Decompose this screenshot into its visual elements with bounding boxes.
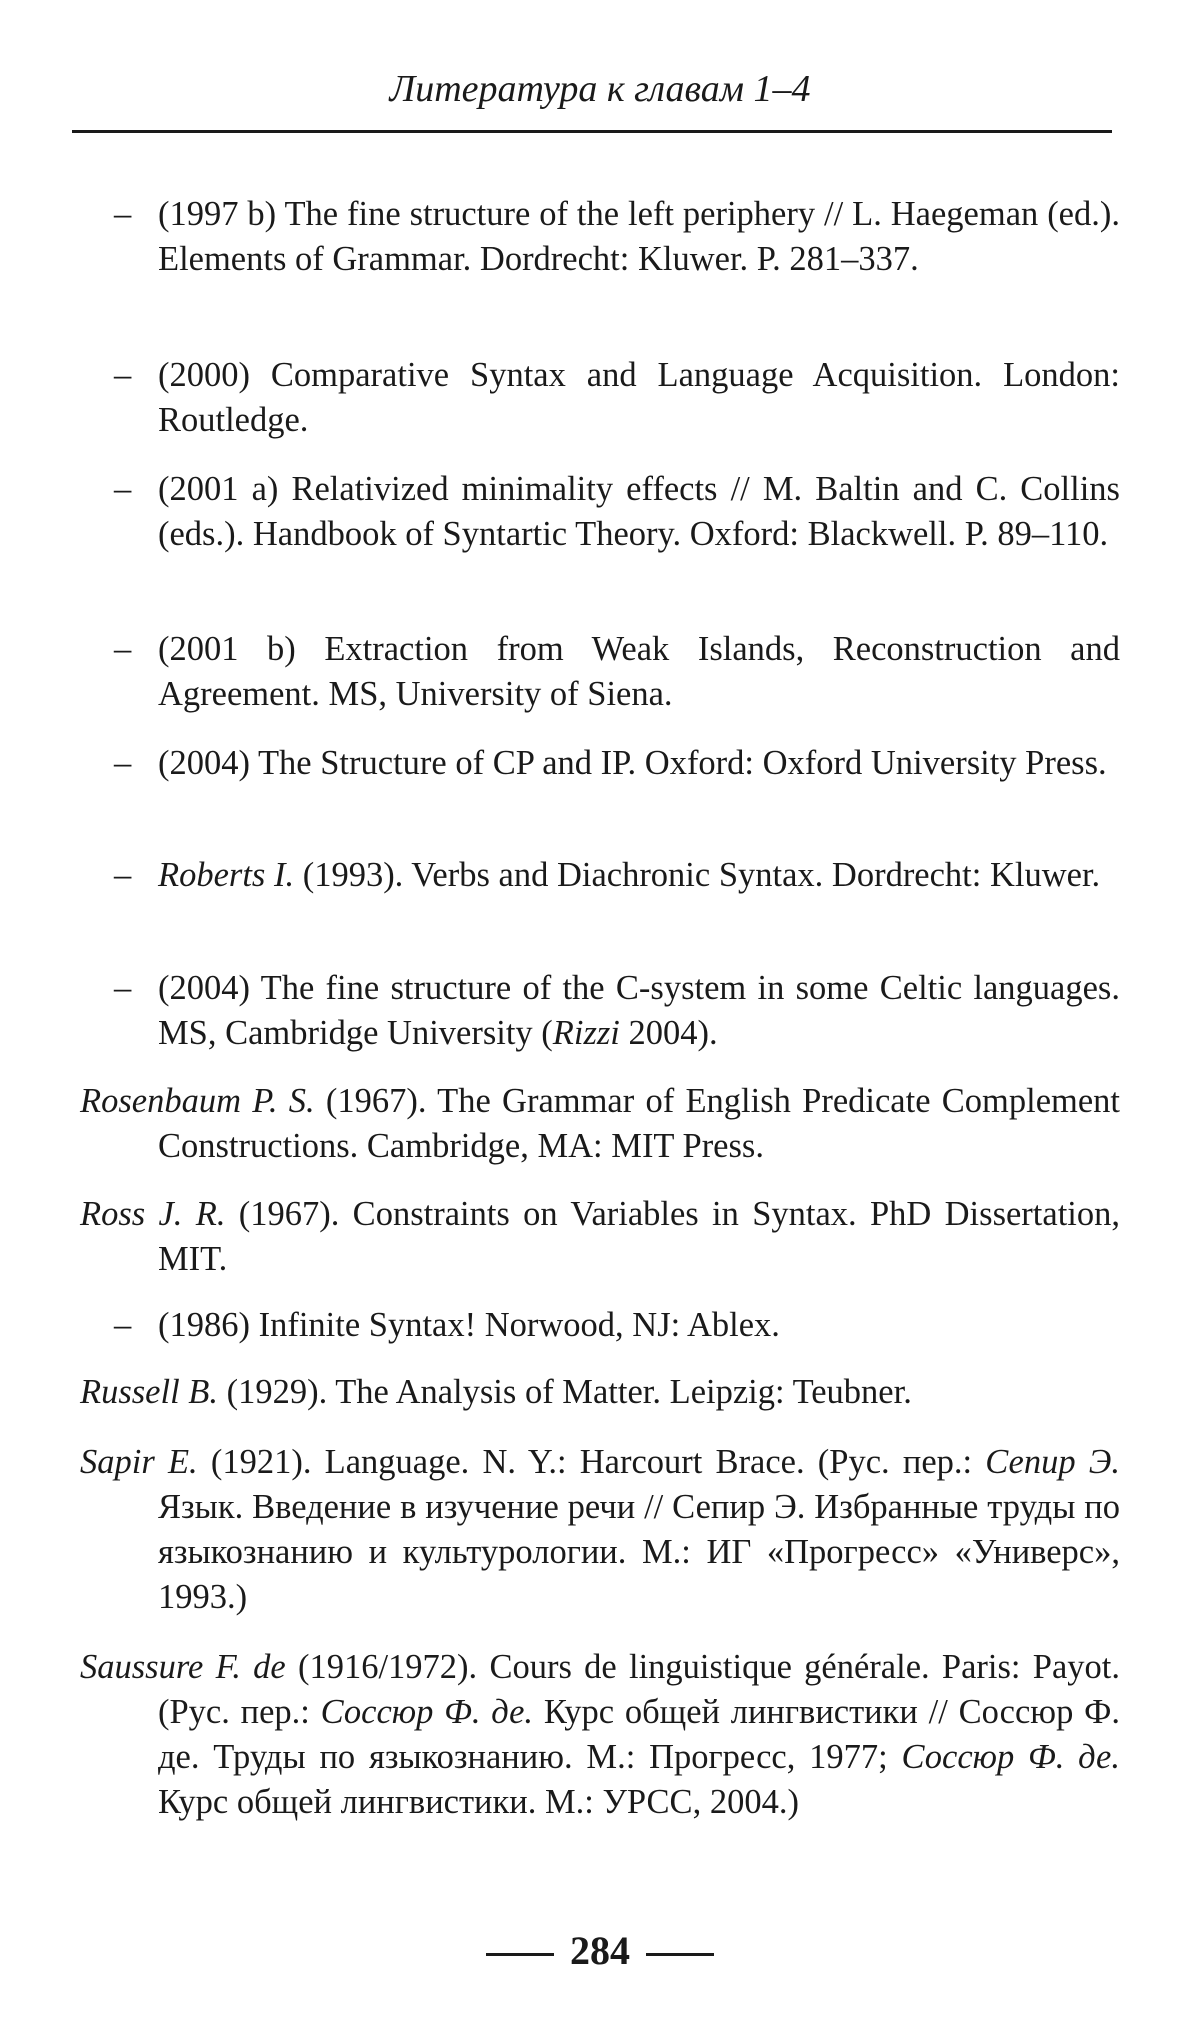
entry-author: Roberts I. [158,856,295,894]
bibliography-entry [114,353,1120,443]
entry-author: Sapir E. [80,1443,198,1481]
entry-author: Rosenbaum P. S. [80,1082,315,1120]
entry-dash: – [114,856,132,894]
running-header: Литература к главам 1–4 [389,68,811,110]
entry-author: Ross J. R. [80,1195,226,1233]
entry-translator-author: Соссюр Ф. де. [901,1738,1120,1776]
bibliography-entry [80,1370,1120,1415]
entry-translator-author: Соссюр Ф. де. [320,1693,534,1731]
bibliography-entry [80,1192,1120,1282]
entry-translator-author: Сепир Э. [985,1443,1120,1481]
entry-author: Russell B. [80,1373,218,1411]
entry-dash: – [114,1306,132,1344]
entry-text: (2000) Comparative Syntax and Language Acquisition. London: Routledge. [158,356,1120,439]
entry-text: Курс общей лингвистики // Соссюр Ф. де. Труды по языкознанию. М.: Прогресс, 1977; [158,1693,1120,1776]
entry-text: (1929). The Analysis of Matter. Leipzig: Teubner. [217,1373,912,1411]
page-number: 284 [570,1928,630,1973]
bibliography-entry [114,1303,1120,1348]
page-footer [0,1926,1200,1976]
entry-text: (2001 b) Extraction from Weak Islands, Reconstruction and Agreement. MS, University of Siena. [158,630,1120,713]
entry-dash: – [114,195,132,233]
bibliography-entry [114,467,1120,557]
entry-text: 2004). [619,1014,718,1052]
bibliography-entry [114,966,1120,1056]
bibliography-entry [80,1440,1120,1620]
entry-text: (1916/1972). Cours de linguistique générale. Paris: Payot. (Рус. пер.: [158,1648,1120,1731]
entry-cited-author: Rizzi [552,1014,620,1052]
bibliography-entry [114,853,1120,898]
entry-text: (2001 a) Relativized minimality effects // M. Baltin and C. Collins (eds.). Handbook of Syntartic Theory. Oxford: Blackwell. P. 89–110. [158,470,1120,553]
entry-author: Saussure F. de [80,1648,286,1686]
entry-text: (1967). Constraints on Variables in Syntax. PhD Dissertation, MIT. [158,1195,1120,1278]
entry-dash: – [114,630,132,668]
entry-text: (2004) The fine structure of the C-system in some Celtic languages. MS, Cambridge University ( [158,969,1120,1052]
entry-text: (1993). Verbs and Diachronic Syntax. Dordrecht: Kluwer. [294,856,1101,894]
bibliography-entry [114,741,1120,786]
bibliography-entry [114,627,1120,717]
entry-text: Язык. Введение в изучение речи // Сепир Э. Избранные труды по языкознанию и культурологии. М.: ИГ «Прогресс» «Универс», 1993.) [158,1488,1120,1616]
footer-rule-right [646,1953,714,1956]
entry-text: (1997 b) The fine structure of the left periphery // L. Haegeman (ed.). Elements of Grammar. Dordrecht: Kluwer. P. 281–337. [158,195,1120,278]
bibliography-entry [114,192,1120,282]
entry-text: (1921). Language. N. Y.: Harcourt Brace. (Рус. пер.: [197,1443,986,1481]
entry-dash: – [114,470,132,508]
footer-rule-left [486,1953,554,1956]
entry-text: (1986) Infinite Syntax! Norwood, NJ: Ablex. [158,1306,780,1344]
entry-dash: – [114,744,132,782]
entry-text: Курс общей лингвистики. М.: УРСС, 2004.) [158,1783,799,1821]
entry-dash: – [114,356,132,394]
entry-dash: – [114,969,132,1007]
bibliography-entry [80,1645,1120,1825]
bibliography-entry [80,1079,1121,1169]
entry-text: (2004) The Structure of CP and IP. Oxford: Oxford University Press. [158,744,1107,782]
entry-text: (1967). The Grammar of English Predicate Complement Constructions. Cambridge, MA: MIT Press. [158,1082,1121,1165]
